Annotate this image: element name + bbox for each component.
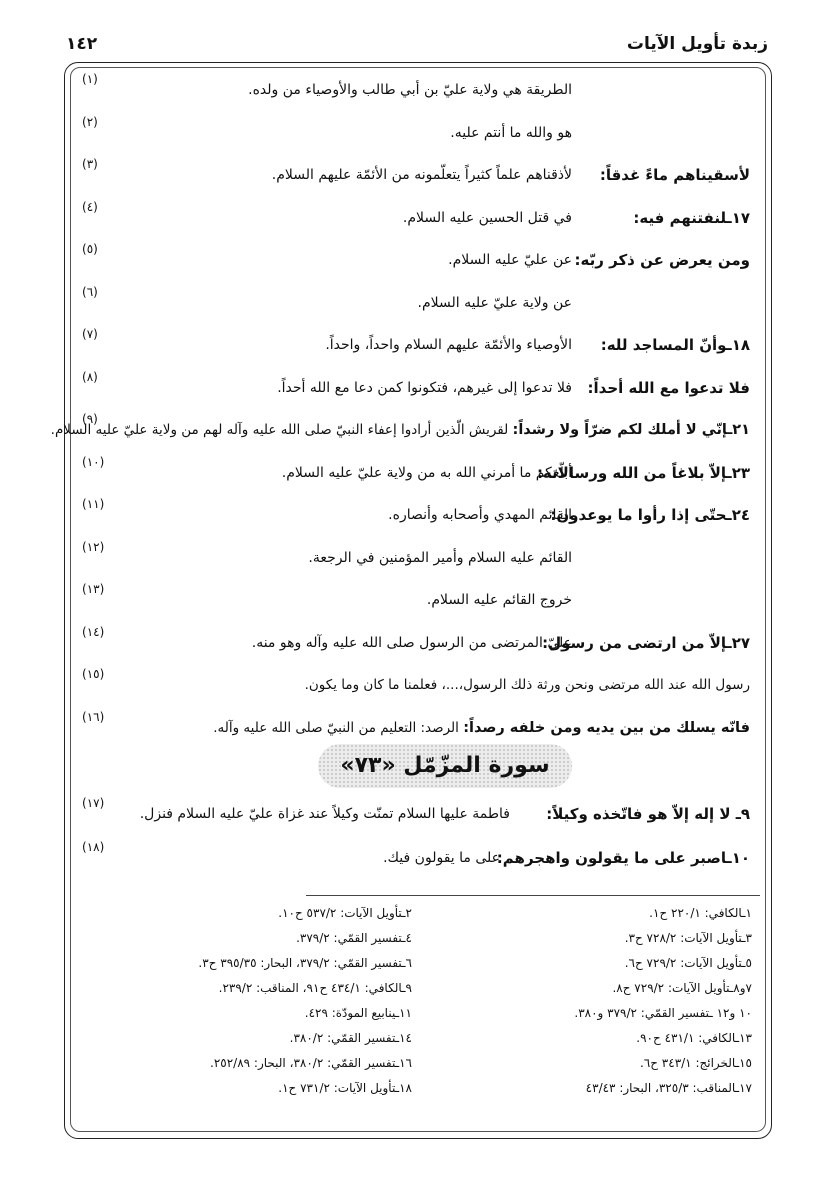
commentary-row: [110, 78, 750, 102]
commentary-text: عليّ المرتضى من الرسول صلى الله عليه وآله وهو منه.: [251, 634, 572, 651]
commentary-row: [110, 716, 750, 740]
commentary-text: فلا تدعوا إلى غيرهم، فتكونوا كمن دعا مع الله أحداً.: [277, 379, 572, 396]
footnote-marker: (١٠): [82, 454, 105, 469]
footnote-source: ١٣ـالكافي: ٤٣١/١ ح٩٠.: [636, 1031, 752, 1045]
commentary-text: في قتل الحسين عليه السلام.: [402, 209, 572, 226]
footnote-source: ٢ـتأويل الآيات: ٥٣٧/٢ ح١٠.: [278, 906, 412, 920]
commentary-row: [50, 418, 750, 442]
page-number: ١٤٢: [66, 34, 98, 54]
commentary-text: لقريش الّذين أرادوا إعفاء النبيّ صلى الله عليه وآله لهم من ولاية عليّ عليه السلام.: [50, 422, 513, 438]
footnote-source: ٩ـالكافي: ٤٣٤/١ ح٩١، المناقب: ٢٣٩/٢.: [218, 981, 412, 995]
verse-reference: ٩ـ لا إله إلاّ هو فاتّخذه وكيلاً:: [546, 805, 750, 823]
commentary-text: أبلّغكم ما أمرني الله به من ولاية عليّ عليه السلام.: [281, 464, 572, 481]
verse-reference: فلا تدعوا مع الله أحداً:: [587, 378, 750, 397]
surah-banner: سورة المزّمّل «٧٣»: [318, 744, 572, 788]
commentary-row: [110, 248, 750, 272]
footnote-marker: (١٦): [82, 709, 105, 724]
page-header: [66, 34, 768, 60]
footnote-marker: (٦): [82, 284, 98, 299]
commentary-row: [110, 503, 750, 527]
footnote-source: ١٨ـتأويل الآيات: ٧٣١/٢ ح١.: [278, 1081, 412, 1095]
footnote-marker: (١٢): [82, 539, 105, 554]
footnote-marker: (٢): [82, 114, 98, 129]
commentary-text: الرصد: التعليم من النبيّ صلى الله عليه وآله.: [213, 719, 464, 736]
verse-reference: ٢٣ـإلاّ بلاغاً من الله ورسالاته:: [536, 463, 750, 482]
commentary-row: [110, 461, 750, 485]
footnote-marker: (١٣): [82, 582, 105, 596]
full-line: [51, 418, 750, 442]
footnote-marker: (١١): [82, 497, 105, 511]
footnote-marker: (١٤): [82, 624, 105, 639]
verse-reference: ١٠ـاصبر على ما يقولون واهجرهم:: [496, 849, 750, 867]
footnote-source: ١٠ و١٢ ـتفسير القمّي: ٣٧٩/٢ و٣٨٠.: [574, 1006, 752, 1020]
footnote-marker: (١٥): [82, 667, 105, 681]
commentary-row: [110, 206, 750, 230]
commentary-row: [110, 291, 750, 315]
footnote-source: ١١ـينابيع المودّة: ٤٢٩.: [304, 1006, 412, 1020]
commentary-row: [110, 631, 750, 655]
commentary-text: لأذقناهم علماً كثيراً يتعلّمونه من الأئمّة عليهم السلام.: [271, 167, 572, 183]
footnote-source: ٣ـتأويل الآيات: ٧٢٨/٢ ح٣.: [624, 931, 752, 945]
footnote-source: ٦ـتفسير القمّي: ٣٧٩/٢، البحار: ٣٩٥/٣٥ ح٣.: [198, 956, 412, 970]
commentary-text: الطريقة هي ولاية عليّ بن أبي طالب والأوصياء من ولده.: [248, 82, 572, 98]
commentary-row: [110, 546, 750, 570]
verse-reference: ومن يعرض عن ذكر ربّه:: [574, 251, 750, 269]
footnote-source: ١٦ـتفسير القمّي: ٣٨٠/٢، البحار: ٢٥٢/٨٩.: [209, 1056, 412, 1070]
verse-reference: ١٧ـلنفتنهم فيه:: [633, 208, 750, 227]
full-line: [213, 716, 750, 740]
footnote-marker: (٨): [82, 369, 98, 384]
footnote-source: ٤ـتفسير القمّي: ٣٧٩/٢.: [296, 931, 412, 945]
commentary-text: القائم المهدي وأصحابه وأنصاره.: [388, 507, 572, 523]
commentary-row: [110, 376, 750, 400]
footnote-marker: (١٨): [82, 840, 105, 854]
footnote-source: ١٧ـالمناقب: ٣٢٥/٣، البحار: ٤٣/٤٣: [585, 1081, 752, 1095]
footnote-marker: (٧): [82, 327, 98, 341]
verse-reference: ١٨ـوأنّ المساجد لله:: [600, 336, 750, 354]
footnote-marker: (٥): [82, 242, 98, 256]
verse-reference: لأسقيناهم ماءً غدقاً:: [599, 166, 750, 184]
commentary-text: القائم عليه السلام وأمير المؤمنين في الرجعة.: [308, 549, 572, 566]
footnote-marker: (١٧): [82, 796, 105, 810]
footnote-divider: [306, 895, 760, 896]
commentary-text: فاطمة عليها السلام تمنّت وكيلاً عند غزاة عليّ عليه السلام فنزل.: [139, 806, 510, 822]
book-title: زبدة تأويل الآيات: [626, 34, 768, 54]
commentary-text: هو والله ما أنتم عليه.: [450, 124, 572, 141]
commentary-text: الأوصياء والأئمّة عليهم السلام واحداً، واحداً.: [325, 337, 572, 353]
commentary-text: رسول الله عند الله مرتضى ونحن ورثة ذلك الرسول،...، فعلمنا ما كان وما يكون.: [304, 677, 750, 693]
verse-reference: فانّه يسلك من بين يديه ومن خلفه رصداً:: [463, 719, 750, 736]
footnote-source: ١ـالكافي: ٢٢٠/١ ح١.: [649, 906, 752, 920]
footnote-marker: (٣): [82, 157, 98, 171]
commentary-row: [110, 121, 750, 145]
footnote-source: ١٥ـالخرائج: ٣٤٣/١ ح٦.: [639, 1056, 752, 1070]
commentary-row: [110, 588, 750, 612]
commentary-row: [110, 846, 750, 870]
commentary-row: [110, 333, 750, 357]
footnote-marker: (٩): [82, 412, 98, 426]
commentary-row: [110, 163, 750, 187]
commentary-row: [110, 673, 750, 697]
footnote-source: ٥ـتأويل الآيات: ٧٢٩/٢ ح٦.: [624, 956, 752, 970]
verse-reference: ٢٧ـإلاّ من ارتضى من رسول:: [542, 633, 750, 652]
footnote-marker: (١): [82, 72, 98, 86]
verse-reference: ٢١ـإنّي لا أملك لكم ضرّاً ولا رشداً:: [512, 422, 750, 438]
footnote-source: ٧و٨ـتأويل الآيات: ٧٢٩/٢ ح٨.: [612, 981, 752, 995]
commentary-row: [110, 802, 750, 826]
commentary-text: عن عليّ عليه السلام.: [448, 252, 572, 268]
verse-reference: ٢٤ـحتّى إذا رأوا ما يوعدون:: [550, 506, 750, 524]
commentary-text: خروج القائم عليه السلام.: [426, 592, 572, 608]
footnote-source: ١٤ـتفسير القمّي: ٣٨٠/٢.: [289, 1031, 412, 1045]
commentary-text: عن ولاية عليّ عليه السلام.: [417, 294, 572, 311]
footnote-marker: (٤): [82, 199, 98, 214]
commentary-text: على ما يقولون فيك.: [383, 850, 500, 866]
